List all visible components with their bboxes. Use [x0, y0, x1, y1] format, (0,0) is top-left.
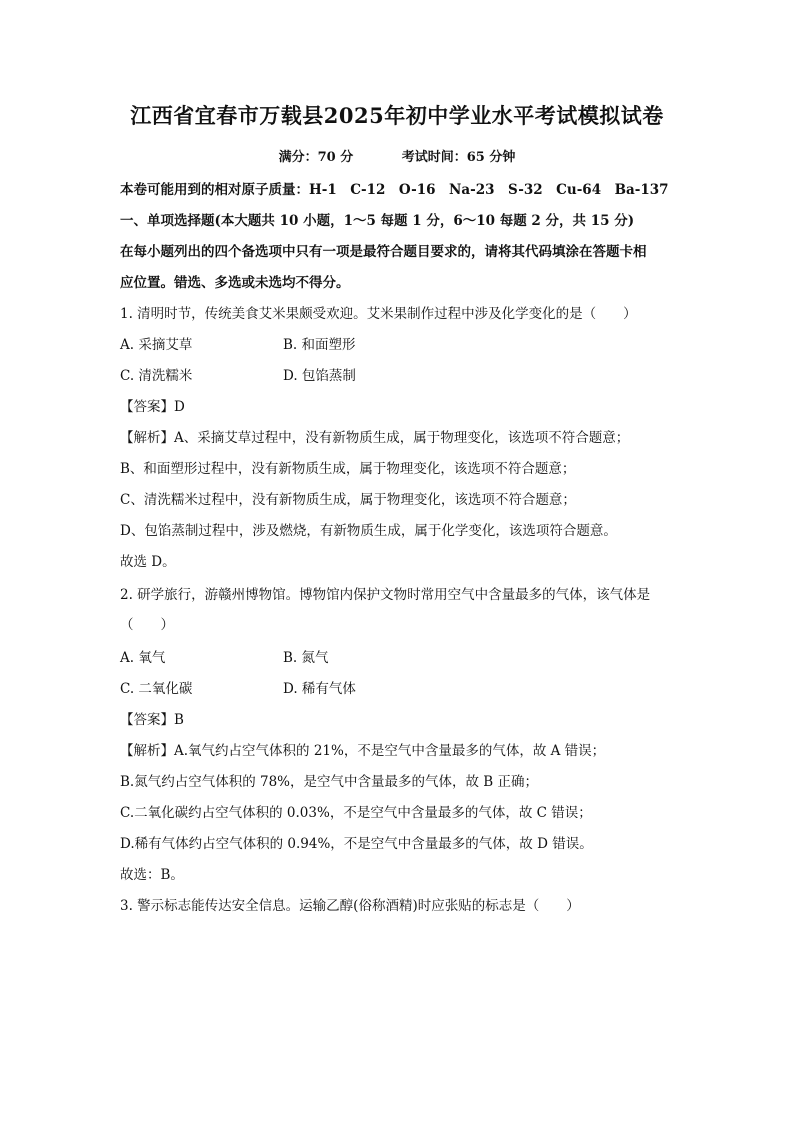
q2-option-d: D. 稀有气体: [283, 681, 356, 697]
q1-option-c: C. 清洗糯米: [120, 368, 193, 384]
q2-option-b: B. 氮气: [283, 650, 329, 666]
q1-analysis-line: D、包馅蒸制过程中，涉及燃烧，有新物质生成，属于化学变化，该选项符合题意。: [120, 523, 617, 539]
q1-analysis-line: 【解析】A、采摘艾草过程中，没有新物质生成，属于物理变化，该选项不符合题意；: [120, 430, 630, 446]
q1-analysis-line: C、清洗糯米过程中，没有新物质生成，属于物理变化，该选项不符合题意；: [120, 492, 576, 508]
q1-stem: 1. 清明时节，传统美食艾米果颇受欢迎。艾米果制作过程中涉及化学变化的是（ ）: [120, 306, 637, 322]
q2-conclusion: 故选：B。: [120, 867, 184, 883]
q1-option-a: A. 采摘艾草: [120, 337, 193, 353]
exam-meta: [0, 146, 794, 165]
q3-stem: 3. 警示标志能传达安全信息。运输乙醇(俗称酒精)时应张贴的标志是（ ）: [120, 898, 580, 914]
full-score: 满分：70 分: [278, 150, 354, 165]
q2-analysis-line: 【解析】A.氧气约占空气体积的 21%，不是空气中含量最多的气体，故 A 错误；: [120, 743, 606, 759]
q1-conclusion: 故选 D。: [120, 554, 176, 570]
q2-answer: 【答案】B: [120, 712, 184, 728]
section-instruction-2: 应位置。错选、多选或未选均不得分。: [120, 275, 350, 291]
q1-analysis-line: B、和面塑形过程中，没有新物质生成，属于物理变化，该选项不符合题意；: [120, 461, 576, 477]
atomic-masses: 本卷可能用到的相对原子质量：H-1 C-12 O-16 Na-23 S-32 Cu-64 Ba-137: [120, 182, 669, 198]
exam-title: 江西省宜春市万载县2025年初中学业水平考试模拟试卷: [130, 103, 664, 128]
q2-analysis-line: D.稀有气体约占空气体积的 0.94%，不是空气中含量最多的气体，故 D 错误。: [120, 836, 593, 852]
q1-answer: 【答案】D: [120, 399, 185, 415]
q2-option-a: A. 氧气: [120, 650, 166, 666]
q2-analysis-line: C.二氧化碳约占空气体积的 0.03%，不是空气中含量最多的气体，故 C 错误；: [120, 805, 592, 821]
q1-option-b: B. 和面塑形: [283, 337, 356, 353]
q2-stem-paren: （ ）: [120, 617, 174, 633]
q2-option-c: C. 二氧化碳: [120, 681, 193, 697]
q2-analysis-line: B.氮气约占空气体积的 78%，是空气中含量最多的气体，故 B 正确；: [120, 774, 539, 790]
section-heading: 一、单项选择题(本大题共 10 小题，1～5 每题 1 分，6～10 每题 2 分，共 15 分): [120, 213, 635, 229]
q1-option-d: D. 包馅蒸制: [283, 368, 356, 384]
exam-time: 考试时间：65 分钟: [401, 150, 516, 165]
section-instruction-1: 在每小题列出的四个备选项中只有一项是最符合题目要求的，请将其代码填涂在答题卡相: [120, 244, 647, 260]
q2-stem: 2. 研学旅行，游赣州博物馆。博物馆内保护文物时常用空气中含量最多的气体，该气体是: [120, 587, 651, 603]
